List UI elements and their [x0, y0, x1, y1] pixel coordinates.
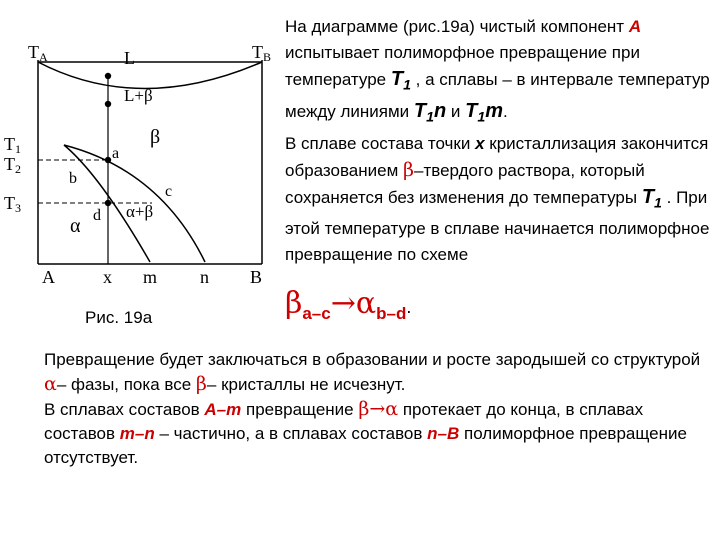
bottom-text-block	[44, 348, 704, 470]
figure-caption: Рис. 19а	[85, 308, 153, 327]
point-b-label: b	[69, 170, 77, 187]
point-x-liquidus	[105, 73, 111, 79]
point-x-solidus	[105, 101, 111, 107]
point-c-label: c	[165, 183, 173, 200]
solidus-line	[38, 62, 262, 89]
right-text-block	[285, 14, 715, 268]
phase-diagram	[0, 0, 280, 340]
axis-label-x: x	[103, 267, 112, 287]
region-liquid: L	[124, 48, 135, 68]
point-x-lower	[105, 200, 111, 206]
label-t2: T2	[4, 154, 21, 176]
paragraph-1: На диаграмме (рис.19а) чистый компонент A испытывает полиморфное превращение при температуре $T_1$ , а сплавы – в интервале температур между линиями $T_1n$ и $T_1m$.	[285, 17, 710, 126]
label-tb: TB	[252, 42, 272, 64]
axis-label-b: B	[250, 267, 263, 287]
axis-label-n: n	[200, 267, 209, 287]
point-a-dot	[105, 157, 111, 163]
region-l-beta: L+β	[124, 86, 153, 105]
region-alpha-beta: α+β	[126, 202, 154, 221]
point-a-label: a	[112, 145, 120, 162]
bottom-paragraph-1: Превращение будет заключаться в образовании и росте зародышей со структурой α– фазы, пока все β– кристаллы не исчезнут.	[44, 350, 701, 395]
axis-label-m: m	[143, 267, 158, 287]
region-beta: β	[150, 126, 161, 148]
label-ta: TA	[28, 42, 48, 64]
bottom-paragraph-2: В сплавах составов A–m превращение β→α протекает до конца, в сплавах составов m–n – частично, а в сплавах составов n–B полиморфное превращение отсутствует.	[44, 398, 687, 467]
axis-label-a: A	[42, 267, 55, 287]
paragraph-2: В сплаве состава точки x кристаллизация закончится образованием β–твердого раствора, который сохраняется без изменения до температуры $T_1$ . При этой температуре в сплаве начинается полиморфное превращение по схеме	[285, 133, 710, 265]
label-t3: T3	[4, 193, 21, 215]
transformation-formula: $\beta_{a-c}\to\alpha_{b-d}$.	[285, 286, 412, 323]
label-t1: T1	[4, 134, 21, 156]
region-alpha: α	[70, 215, 81, 237]
point-d-label: d	[93, 207, 101, 224]
